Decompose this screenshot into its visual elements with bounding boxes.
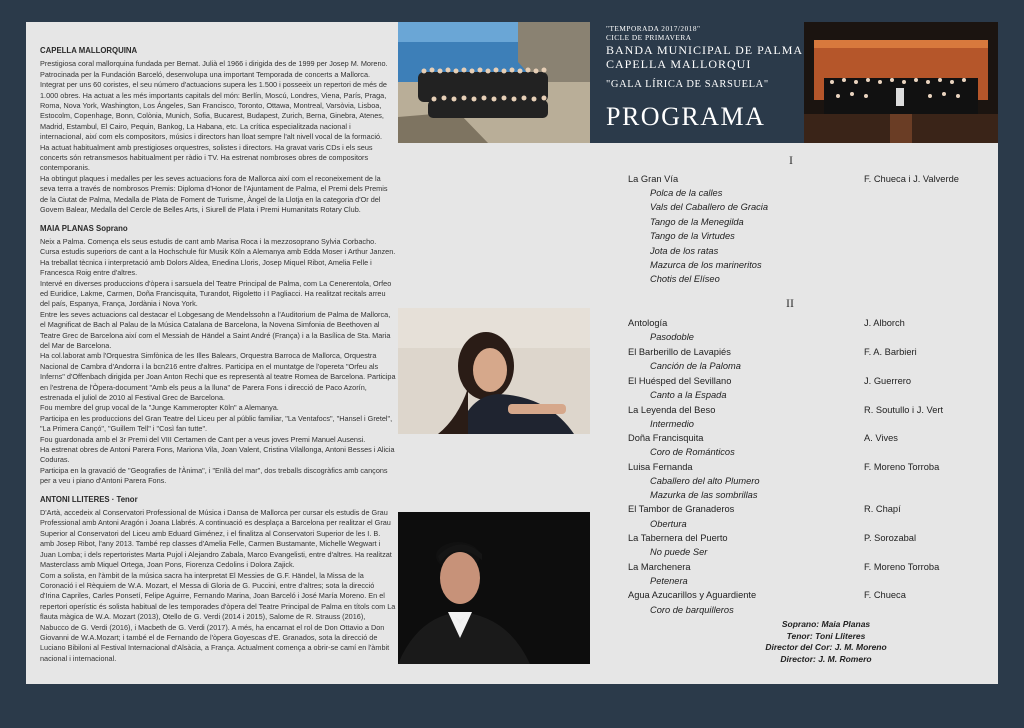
work-excerpt: Tango de la Virtudes (650, 231, 735, 241)
bio-paragraph: Ha treballat tècnica i interpretació amb Dolors Aldea, Enedina Lloris, Josep Miquel Ribot, Amelia Felle i Francesca Roig entre d'altres. (40, 257, 372, 278)
bio-paragraph: D'Artà, accedeix al Conservatori Professional de Música i Dansa de Mallorca per cursar els estudis de Grau Professional amb Antoni Aragón i Joana Llabrés. A continuació es desplaça a Barcelona per realitzar el Grau Superior al Conservatori del Liceu amb Eduard Giménez, i el finalitza al Conservatori Superior de les I. B. amb Josep Ribot, l'any 2013. També rep classes d'Amelia Felle, Carmen Bustamante, Michelle Wegwart i Juan Lomba; i dels repertoristes Marta Pujol i Alejandro Zabala, Marco Evangelisti, entre d'altres. Ha realitzat Masterclass amb Miquel Ortega, Joan Pons, Fiorenza Cedolins i Dolora Zajick. (40, 508, 392, 570)
performer-credits (726, 619, 926, 666)
work-composer: R. Chapí (864, 504, 901, 514)
program-title: PROGRAMA (606, 102, 766, 131)
bio-paragraph: Com a solista, en l'àmbit de la música sacra ha interpretat El Messies de G.F. Händel, la Missa de la Coronació i el Rèquiem de W.A. Mozart, el Messa di Gloria de G. Puccini, entre d'altres; sota la direcció d'Irina Capriles, Carles Ponsetí, Felipe Aguirre, Fernando Marina, Joan Barceló i José María Moreno. En el repertori operístic és solista habitual de les temporades d'òpera del Teatre Principal de Palma en títols com La flauta màgica de W.A. Mozart (2013), Otello de G. Verdi (2014 i 2015), Salome de R. Strauss (2016), Nabucco de G. Verdi (2016), i Macbeth de G. Verdi (2017). A més, ha encarnat el rol de Don Ottavio a Don Giovanni de W.A.Mozart; i també el de Fernando de l'òpera Goyescas d'E. Granados, sota la direcció de Luciano Bibiloni al Festival Internacional d'Alsàcia, a França. Actualment comença a obrir-se camí en l'àmbit nacional i internacional. (40, 570, 396, 663)
bio-heading: ANTONI LLITERES · Tenor (40, 494, 138, 504)
work-composer: R. Soutullo i J. Vert (864, 405, 944, 415)
work-excerpt: Canción de la Paloma (650, 361, 741, 371)
work-title: El Barberillo de Lavapiés (628, 347, 731, 357)
bio-heading: CAPELLA MALLORQUINA (40, 46, 138, 55)
work-title: Antología (628, 318, 668, 328)
work-composer: F. Chueca (864, 590, 906, 600)
bio-antoni-lliteres (40, 495, 396, 665)
work-excerpt: Polca de la calles (650, 188, 723, 198)
soprano-portrait (398, 308, 590, 434)
bio-paragraph: Ha actuat habitualment amb prestigioses orquestres, solistes i directors. Ha gravat varis CDs i els seus concerts són retransmesos habitualment per ràdio i TV. Ha estrenat nombroses obres de compositors contemporanis. (40, 142, 373, 173)
biographies-column (40, 46, 396, 672)
bio-paragraph: Fou guardonada amb el 3r Premi del VIII Certamen de Cant per a veus joves Premi Manuel Ausensi. (40, 434, 366, 444)
work-title: Luisa Fernanda (628, 462, 693, 472)
work-excerpt: Jota de los ratas (650, 246, 719, 256)
work-title: La Leyenda del Beso (628, 405, 716, 415)
ensemble-name-1: BANDA MUNICIPAL DE PALMA (606, 43, 804, 57)
part-two-label: II (786, 296, 794, 310)
work-excerpt: Mazurka de las sombrillas (650, 490, 758, 500)
work-title: El Huésped del Sevillano (628, 376, 732, 386)
choir-photo (398, 22, 590, 143)
work-excerpt: Vals del Caballero de Gracia (650, 202, 768, 212)
bio-paragraph: Entre les seves actuacions cal destacar el Lobgesang de Mendelssohn a l'Auditorium de Palma de Mallorca, el Magnificat de Bach al Palau de la Música Catalana de Barcelona, la Novena Simfonia de Beethoven al Teatre Grec de Barcelona així com el Messiah de Händel a Saint André (França) i a la Basílica de Sta. Maria del Mar de Barcelona. (40, 309, 391, 350)
work-composer: F. A. Barbieri (864, 347, 917, 357)
work-excerpt: No puede Ser (650, 547, 708, 557)
credit-choir-director: Director del Cor: J. M. Moreno (765, 642, 887, 653)
work-excerpt: Chotis del Elíseo (650, 274, 720, 284)
work-composer: F. Moreno Torroba (864, 462, 940, 472)
ensemble-name-2: CAPELLA MALLORQUI (606, 57, 752, 71)
work-composer: F. Chueca i J. Valverde (864, 174, 959, 184)
work-composer: P. Sorozabal (864, 533, 917, 543)
work-excerpt: Obertura (650, 519, 687, 529)
credit-tenor: Tenor: Toni Lliteres (786, 630, 866, 641)
season-label: "TEMPORADA 2017/2018" (606, 24, 701, 33)
program-sheet (26, 22, 998, 684)
work-composer: A. Vives (864, 433, 898, 443)
bio-capella (40, 46, 396, 216)
work-excerpt: Coro de Románticos (650, 447, 735, 457)
cycle-label: CICLE DE PRIMAVERA (606, 33, 692, 42)
work-composer: J. Guerrero (864, 376, 912, 386)
work-title: La Gran Vía (628, 174, 679, 184)
bio-paragraph: Ha obtingut plaques i medalles per les seves actuacions fora de Mallorca així com el reconeixement de la seva terra a través de nombrosos Premis: Diploma d'Honor de l'Ajuntament de Palma, el Premi dels Premis de la Ciutat de Palma, Medalla de Plata de Foment de Turisme, Àngel de la Llotja en la categoria d'Or del Govern Balear, Medalla del Cercle de Belles Arts, i Siurell de Plata i Premi Humanitats Rotary Club. (40, 173, 388, 215)
bio-heading: MAIA PLANAS Soprano (40, 223, 128, 233)
work-composer: J. Alborch (864, 318, 905, 328)
bio-paragraph: Ha col.laborat amb l'Orquestra Simfònica de les Illes Balears, Orquestra Barroca de Mallorca, Orquestra Nacional de Cambra d'Andorra i la bcn216 entre d'altres. Participa en el muntatge de l'opereta "Orfeu als Inferns" d'Offenbach dirigida per Joan Anton Rechi que es representà al teatre Romea de Barcelona. Participa en l'estrena de l'Òpera-document "Amb els peus a la lluna" de Parera Fons i direcció de Paco Azorín, estrenada el juliol de 2010 al Festival Grec de Barcelona. (40, 351, 396, 402)
work-excerpt: Intermedio (650, 419, 694, 429)
work-excerpt: Tango de la Menegilda (650, 217, 744, 227)
work-title: El Tambor de Granaderos (628, 504, 735, 514)
bio-paragraph: Intervé en diverses produccions d'òpera i sarsuela del Teatre Principal de Palma, com La Cenerentola, Orfeo ed Euridice, Lakme, Carmen, Doña Francisquita, Turandot, Rigoletto i I Pagliacci. Ha realitzat recitals arreu del país, Espanya, França, Jordània i Nova York. (40, 278, 392, 309)
bio-paragraph: Participa en la gravació de "Geografies de l'Ànima", i "Enllà del mar", dos treballs discogràfics amb cançons per a veu i piano d'Antoni Parera Fons. (40, 465, 388, 486)
work-excerpt: Pasodoble (650, 332, 694, 342)
credit-director: Director: J. M. Romero (780, 654, 872, 665)
bio-maia-planas (40, 224, 396, 487)
work-excerpt: Mazurca de los marineritos (650, 260, 762, 270)
work-title: La Tabernera del Puerto (628, 533, 728, 543)
work-excerpt: Canto a la Espada (650, 390, 727, 400)
bio-paragraph: Neix a Palma. Comença els seus estudis de cant amb Marisa Roca i la mezzosoprano Sylvia Corbacho. Cursa estudis superiors de cant a la Hochschule für Musik Köln a Alemanya amb Edda Moser i Arthur Janzen. (40, 236, 396, 257)
gala-title: "GALA LÍRICA DE SARSUELA" (606, 79, 769, 90)
work-excerpt: Caballero del alto Plumero (650, 476, 760, 486)
bio-paragraph: Prestigiosa coral mallorquina fundada per Bernat. Julià el 1966 i dirigida des de 1999 per Josep M. Moreno. Patrocinada per la Fundación Barceló, desenvolupa una important Temporada de concerts a Mallorca. Integrat per uns 60 coristes, el seu número d'actuacions supera les 1.500 i posseeix un repertori de més de 1.000 obres. Ha actuat a les més importants capitals del món: Berlín, Moscú, Londres, Viena, París, Praga, Roma, Nova York, Washington, Los Ángeles, San Francisco, Toronto, Ottawa, Montreal, Varsòvia, Lisboa, Estocolm, Copenhage, Bonn, Colònia, Munich, Sofia, Bucarest, Budapest, Zurich, Berna, Ginebra, Atenes, Madrid, Estambul, El Cairo, Pequin, Bankog, La Habana, etc. La crítica especialitzada nacional i internacional, així com els compositors, músics i directors han lloat sempre l'alt nivell vocal de la formació. (40, 59, 388, 142)
work-excerpt: Petenera (650, 576, 688, 586)
part-one-label: I (789, 153, 793, 167)
work-title: Doña Francisquita (628, 433, 704, 443)
bio-paragraph: Ha estrenat obres de Antoni Parera Fons, Mariona Vila, Joan Valent, Cristina Vilallonga, Antoni Besses i Alicia Coduras. (40, 445, 395, 465)
work-composer: F. Moreno Torroba (864, 562, 940, 572)
credit-soprano: Soprano: Maia Planas (781, 619, 871, 629)
work-title: Agua Azucarillos y Aguardiente (628, 590, 757, 600)
band-photo (804, 22, 998, 143)
program-header (590, 22, 810, 143)
work-excerpt: Coro de barquilleros (650, 605, 734, 615)
work-title: La Marchenera (628, 562, 691, 572)
bio-paragraph: Fou membre del grup vocal de la "Junge Kammeropter Köln" a Alemanya. (40, 403, 279, 413)
tenor-portrait (398, 512, 590, 664)
bio-paragraph: Participa en les produccions del Gran Teatre del Liceu per al públic familiar, "La Ventafocs", "Hansel i Gretel", "La Primera Cançó", "Guillem Tell" i "Così fan tutte". (40, 413, 393, 434)
